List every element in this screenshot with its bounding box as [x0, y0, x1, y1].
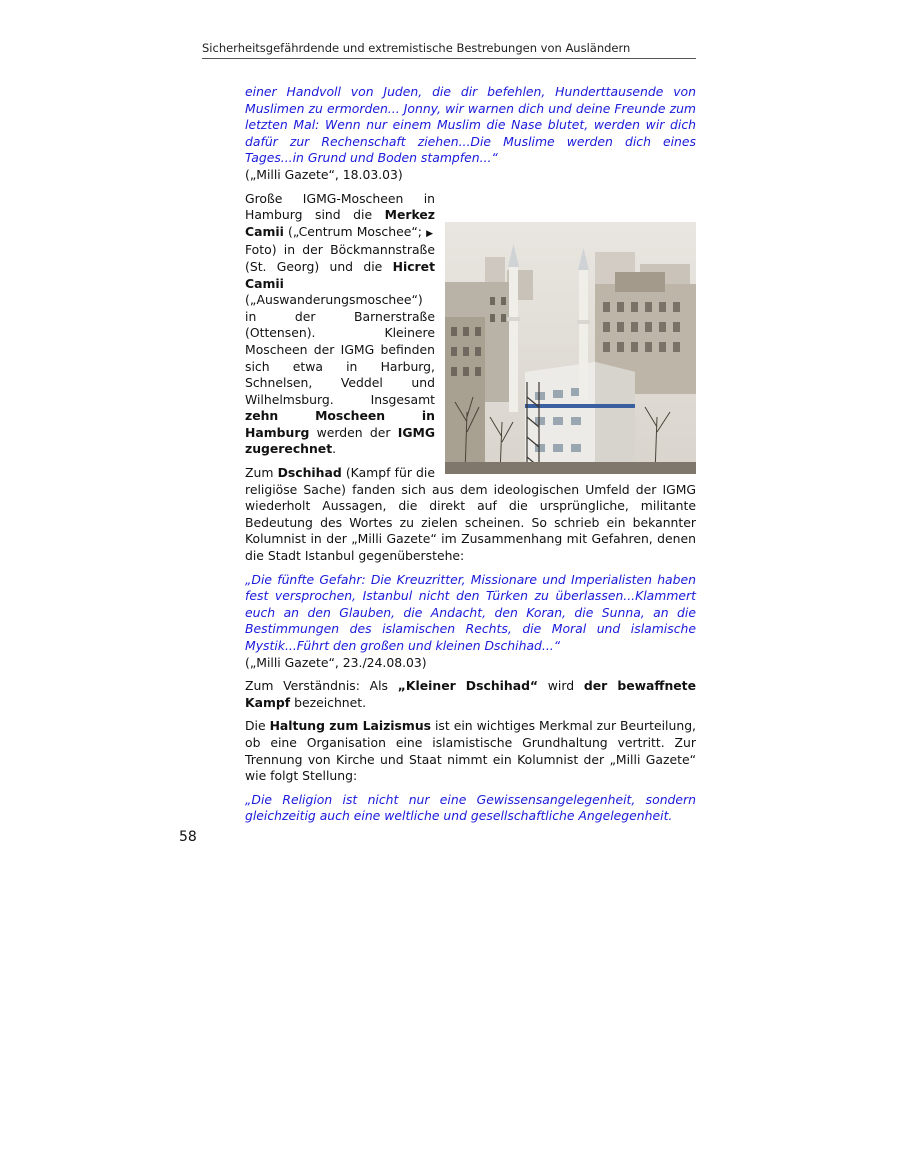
- mosque-photo: [445, 222, 696, 474]
- quote-block-3: „Die Religion ist nicht nur eine Gewissensangelegenheit, sondern gleichzeitig auch eine weltliche und gesellschaftliche Angelegenheit.: [245, 791, 696, 824]
- para-dschihad: [245, 465, 696, 565]
- text-run: werden der: [309, 424, 398, 440]
- running-header: Sicherheitsgefährdende und extremistische Bestrebungen von Ausländern: [202, 40, 696, 59]
- bold-zehn-moscheen: zehn Moscheen in Hamburg: [245, 408, 435, 440]
- bold-kleiner-dschihad: „Kleiner Dschihad“: [397, 678, 539, 694]
- text-run: wird: [538, 678, 584, 694]
- text-run: bezeichnet.: [290, 694, 367, 710]
- text-run: Zum Verständnis: Als: [245, 678, 398, 694]
- text-run: (Kampf für die religiöse Sache) fanden sich aus dem ideologischen Umfeld der IGMG wiederholt Aussagen, die direkt auf die ursprüngliche, militante Bedeutung des Wortes zu zielen scheinen. So schrieb ein bekannter Kolumnist in der „Milli Gazete“ im Zusammenhang mit Gefahren, denen die Stadt Istanbul gegenüberstehe:: [245, 465, 696, 564]
- text-run: ist ein wichtiges Merkmal zur Beurteilung, ob eine Organisation eine islamistische Grundhaltung vertritt. Zur Trennung von Kirche und Staat nimmt ein Kolumnist der „Milli Gazete“ wie folgt Stellung:: [245, 718, 696, 784]
- para-laizismus: [245, 718, 696, 784]
- text-run: Zum: [245, 465, 278, 481]
- page-content: [245, 84, 696, 825]
- text-run: Große IGMG-Moscheen in Hamburg sind die: [245, 190, 435, 223]
- bold-igmg: IGMG zugerechnet: [245, 424, 435, 457]
- quote-block-1: einer Handvoll von Juden, die dir befehlen, Hunderttausende von Muslimen zu ermorden... Jonny, wir warnen dich und deine Freunde zum letzten Mal: Wenn nur einem Muslim die Nase blutet, werden wir dich dafür zur Rechenschaft ziehen...Die Muslime werden dich eines Tages...in Grund und Boden stampfen...“: [245, 84, 696, 166]
- text-run: Foto) in der Böckmannstraße (St. Georg) und die: [245, 242, 435, 274]
- text-run: („Centrum Moschee“;: [283, 223, 427, 239]
- quote-source-2: („Milli Gazete“, 23./24.08.03): [245, 654, 427, 670]
- text-run: .: [332, 441, 337, 457]
- quote-source-1: („Milli Gazete“, 18.03.03): [245, 166, 403, 182]
- text-run: („Auswanderungsmoschee“) in der Barnerstraße (Ottensen). Kleinere Moscheen der IGMG befinden sich etwa in Harburg, Schnelsen, Veddel und Wilhelmsburg. Insgesamt: [245, 292, 435, 407]
- para-verstaendnis: [245, 678, 696, 711]
- text-run: Die: [245, 718, 270, 734]
- bold-dschihad: Dschihad: [277, 465, 342, 481]
- bold-haltung-laizismus: Haltung zum Laizismus: [269, 718, 432, 734]
- quote-block-2: „Die fünfte Gefahr: Die Kreuzritter, Missionare und Imperialisten haben fest versprochen, Istanbul nicht den Türken zu überlassen...Klammert euch an den Glauben, die Andacht, den Koran, die Sunna, an die Bestimmungen des islamischen Rechts, die Moral und islamische Mystik...Führt den großen und kleinen Dschihad...“: [245, 571, 696, 653]
- bold-bewaffneter-kampf: der bewaffnete Kampf: [245, 678, 696, 710]
- arrow-right-icon: ▶: [426, 228, 433, 239]
- page-number: 58: [179, 829, 197, 845]
- bold-merkez-camii: Merkez Camii: [245, 207, 435, 239]
- bold-hicret-camii: Hicret Camii: [245, 258, 435, 291]
